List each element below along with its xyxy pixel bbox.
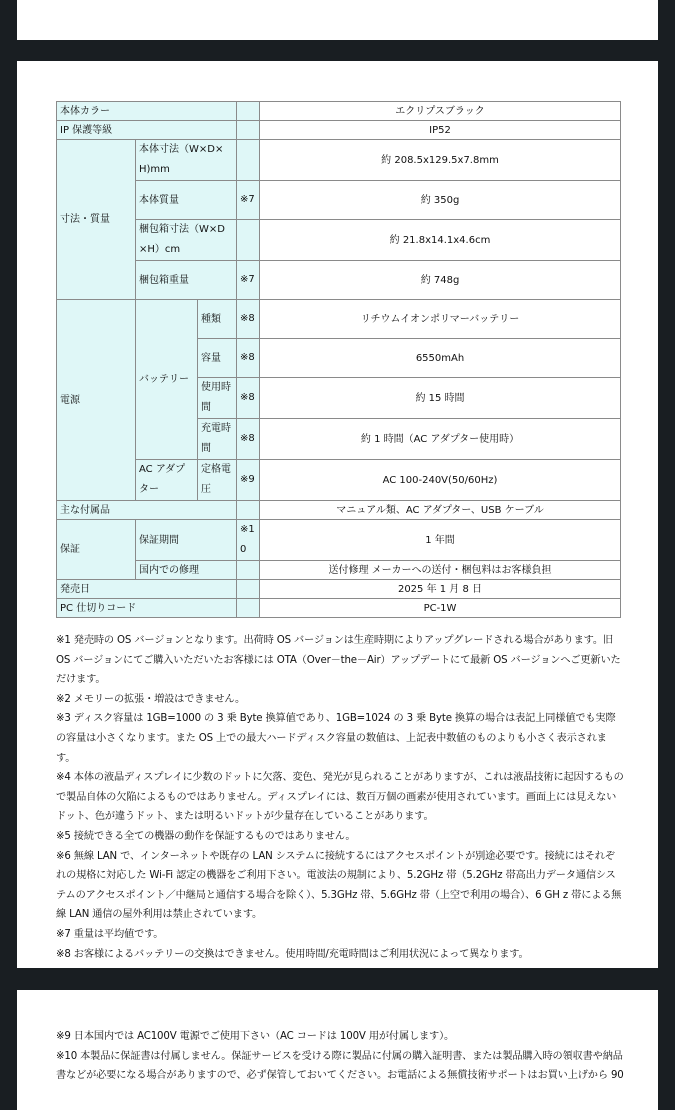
table-row	[57, 300, 621, 339]
warranty-period-value: 1 年間	[260, 520, 621, 561]
footnote: ※1 発売時の OS バージョンとなります。出荷時 OS バージョンは生産時期によりアップグレードされる場合があります。旧 OS バージョンにてご購入いただいたお客様には OTA（Over－the－Air）アップデートにて最新 OS バージョンへご更新いただけます。	[56, 635, 621, 686]
table-row	[57, 261, 621, 300]
battery-capacity-note: ※8	[237, 339, 260, 378]
table-row	[57, 561, 621, 580]
table-row	[57, 580, 621, 599]
table-row	[57, 102, 621, 121]
table-row	[57, 501, 621, 520]
repair-value: 送付修理 メーカーへの送付・梱包料はお客様負担	[260, 561, 621, 580]
box-weight-label: 梱包箱重量	[136, 261, 237, 300]
usage-time-label: 使用時間	[198, 378, 237, 419]
box-weight-value: 約 748g	[260, 261, 621, 300]
table-row	[57, 460, 621, 501]
ac-voltage-value: AC 100-240V(50/60Hz)	[260, 460, 621, 501]
ac-adapter-label: AC アダプター	[136, 460, 198, 501]
body-color-value: エクリプスブラック	[260, 102, 621, 121]
accessories-value: マニュアル類、AC アダプター、USB ケーブル	[260, 501, 621, 520]
footnote: ※8 お客様によるバッテリーの交換はできません。使用時間/充電時間はご利用状況によって異なります。	[56, 948, 529, 960]
table-row	[57, 220, 621, 261]
power-label: 電源	[57, 300, 136, 501]
footnotes-continued	[56, 1027, 624, 1086]
footnote: ※4 本体の液晶ディスプレイに少数のドットに欠落、変色、発光が見られることがありますが、これは液晶技術に起因するもので製品自体の欠陥によるものではありません。ディスプレイには、数百万個の画素が使用されています。画面上には見えないドット、色が違うドット、または明るいドットが少量存在していることがあります。	[56, 772, 624, 823]
footnote: ※5 接続できる全ての機器の動作を保証するものではありません。	[56, 830, 356, 842]
ip-value: IP52	[260, 121, 621, 140]
pc-code-value: PC-1W	[260, 599, 621, 618]
release-value: 2025 年 1 月 8 日	[260, 580, 621, 599]
body-weight-note: ※7	[237, 181, 260, 220]
box-dim-value: 約 21.8x14.1x4.6cm	[260, 220, 621, 261]
footnotes	[56, 631, 624, 964]
usage-time-value: 約 15 時間	[260, 378, 621, 419]
warranty-label: 保証	[57, 520, 136, 580]
warranty-period-note: ※10	[237, 520, 260, 561]
body-dim-label: 本体寸法（W×D×H)mm	[136, 140, 237, 181]
ac-voltage-label: 定格電圧	[198, 460, 237, 501]
body-dim-value: 約 208.5x129.5x7.8mm	[260, 140, 621, 181]
charge-time-label: 充電時間	[198, 419, 237, 460]
body-weight-value: 約 350g	[260, 181, 621, 220]
table-row	[57, 520, 621, 561]
battery-type-label: 種類	[198, 300, 237, 339]
pc-code-label: PC 仕切りコード	[57, 599, 237, 618]
body-color-label: 本体カラー	[57, 102, 237, 121]
footnote: ※6 無線 LAN で、インターネットや既存の LAN システムに接続するにはアクセスポイントが別途必要です。接続にはそれぞれの規格に対応した Wi-Fi 認定の機器をご利用下さい。電波法の規制により、5.2GHz 帯（5.2GHz 帯高出力データ通信システムのアクセスポイント／中継局と通信する場合を除く）、5.3GHz 帯、5.6GHz 帯（上空で利用の場合）、6 GH z 帯による無線 LAN 通信の屋外利用は禁止されています。	[56, 850, 622, 921]
footnote: ※10 本製品に保証書は付属しません。保証サービスを受ける際に製品に付属の購入証明書、または製品購入時の領収書や納品書などが必要になる場合がありますので、必ず保管しておいてください。お電話による無償技術サポートはお買い上げから 90	[56, 1050, 624, 1082]
box-dim-label: 梱包箱寸法（W×D×H）cm	[136, 220, 237, 261]
accessories-label: 主な付属品	[57, 501, 237, 520]
charge-time-note: ※8	[237, 419, 260, 460]
battery-capacity-value: 6550mAh	[260, 339, 621, 378]
repair-label: 国内での修理	[136, 561, 237, 580]
table-row	[57, 599, 621, 618]
footnote: ※9 日本国内では AC100V 電源でご使用下さい（AC コードは 100V 用が付属します）。	[56, 1031, 455, 1042]
battery-type-value: リチウムイオンポリマーバッテリー	[260, 300, 621, 339]
page-card-top	[17, 0, 658, 40]
spec-table	[56, 101, 621, 618]
table-row	[57, 121, 621, 140]
battery-type-note: ※8	[237, 300, 260, 339]
body-weight-label: 本体質量	[136, 181, 237, 220]
ip-label: IP 保護等級	[57, 121, 237, 140]
size-weight-label: 寸法・質量	[57, 140, 136, 300]
footnote: ※3 ディスク容量は 1GB=1000 の 3 乗 Byte 換算値であり、1GB=1024 の 3 乗 Byte 換算の場合は表記上同様値でも実際の容量は小さくなります。また OS 上での最大ハードディスク容量の数値は、上記表中数値のものよりも小さく表示されます。	[56, 713, 616, 764]
warranty-period-label: 保証期間	[136, 520, 237, 561]
battery-label: バッテリー	[136, 300, 198, 460]
footnote: ※2 メモリーの拡張・増設はできません。	[56, 693, 246, 705]
release-label: 発売日	[57, 580, 237, 599]
ac-voltage-note: ※9	[237, 460, 260, 501]
charge-time-value: 約 1 時間（AC アダプター使用時）	[260, 419, 621, 460]
footnote: ※7 重量は平均値です。	[56, 928, 164, 940]
table-row	[57, 181, 621, 220]
battery-capacity-label: 容量	[198, 339, 237, 378]
box-weight-note: ※7	[237, 261, 260, 300]
table-row	[57, 140, 621, 181]
usage-time-note: ※8	[237, 378, 260, 419]
